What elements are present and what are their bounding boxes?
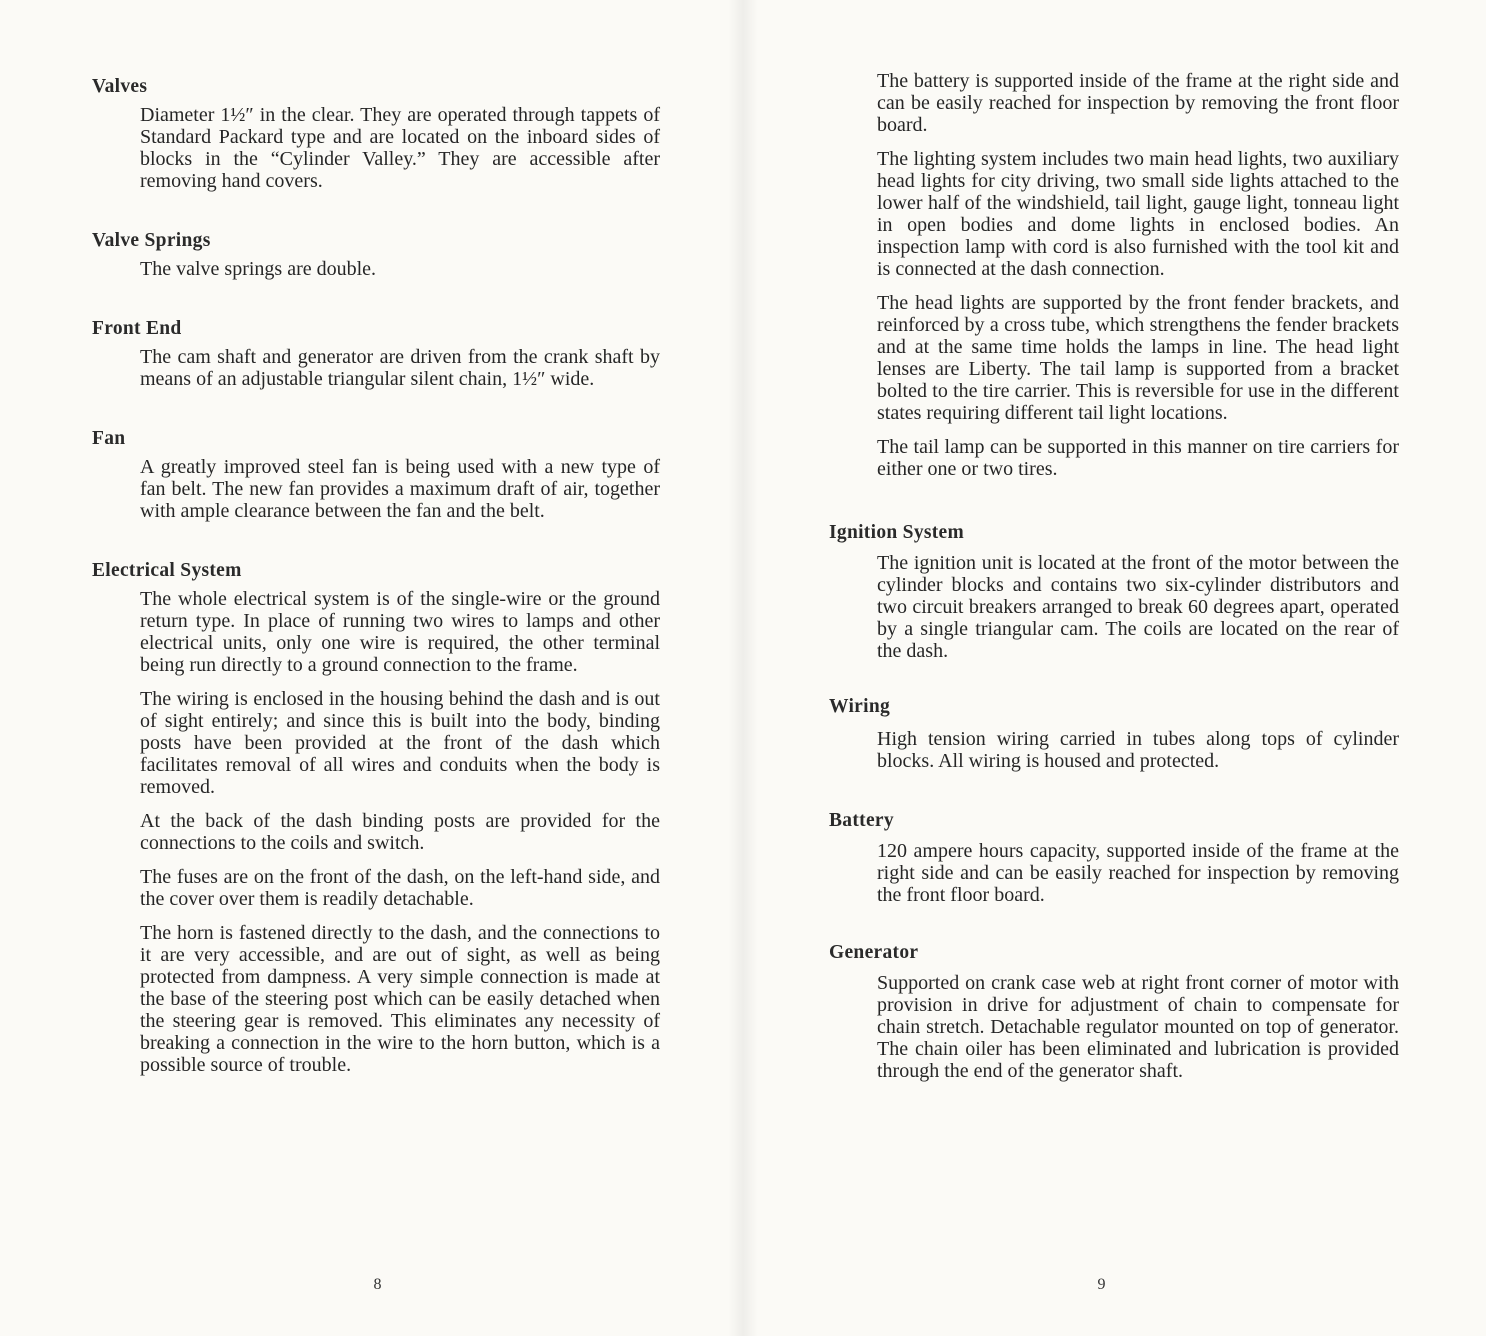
paragraph: The battery is supported inside of the frame at the right side and can be easily reached for inspection by removing the front floor board. [877,70,1399,136]
paragraph: The fuses are on the front of the dash, on the left-hand side, and the cover over them is readily detachable. [140,866,660,910]
section-heading-fan: Fan [92,428,126,449]
section-heading-front-end: Front End [92,318,182,339]
paragraph: The whole electrical system is of the single-wire or the ground return type. In place of running two wires to lamps and other electrical units, only one wire is required, the other terminal being run directly to a ground connection to the frame. [140,588,660,676]
paragraph: Supported on crank case web at right front corner of motor with provision in drive for adjustment of chain to compensate for chain stretch. Detachable regulator mounted on top of generator. The chain oiler has been eliminated and lubrication is provided through the end of the generator shaft. [877,972,1399,1082]
page-number: 8 [373,1276,382,1293]
paragraph: The wiring is enclosed in the housing behind the dash and is out of sight entirely; and since this is built into the body, binding posts have been provided at the front of the dash which facilitates removal of all wires and conduits when the body is removed. [140,688,660,798]
section-heading-valves: Valves [92,76,148,97]
paragraph: The horn is fastened directly to the dash, and the connections to it are very accessible, and are out of sight, as well as being protected from dampness. A very simple connection is made at the base of the steering post which can be easily detached when the steering gear is removed. This eliminates any necessity of breaking a connection in the wire to the horn button, which is a possible source of trouble. [140,922,660,1076]
right-page [743,0,1486,1336]
paragraph: High tension wiring carried in tubes along tops of cylinder blocks. All wiring is housed and protected. [877,728,1399,772]
section-heading-generator: Generator [829,942,919,963]
section-heading-valve-springs: Valve Springs [92,230,211,251]
paragraph: The lighting system includes two main head lights, two auxiliary head lights for city driving, two small side lights attached to the lower half of the windshield, tail light, gauge light, tonneau light in open bodies and dome lights in enclosed bodies. An inspection lamp with cord is also furnished with the tool kit and is connected at the dash connection. [877,148,1399,280]
paragraph: The head lights are supported by the front fender brackets, and reinforced by a cross tube, which strengthens the fender brackets and at the same time holds the lamps in line. The head light lenses are Liberty. The tail lamp is supported from a bracket bolted to the tire carrier. This is reversible for use in the different states requiring different tail light locations. [877,292,1399,424]
paragraph: Diameter 1½″ in the clear. They are operated through tappets of Standard Packard type and are located on the inboard sides of blocks in the “Cylinder Valley.” They are accessible after removing hand covers. [140,104,660,192]
paragraph: At the back of the dash binding posts are provided for the connections to the coils and switch. [140,810,660,854]
paragraph: The cam shaft and generator are driven from the crank shaft by means of an adjustable triangular silent chain, 1½″ wide. [140,346,660,390]
section-heading-wiring: Wiring [829,696,891,717]
section-heading-battery: Battery [829,810,894,831]
paragraph: The ignition unit is located at the front of the motor between the cylinder blocks and contains two six-cylinder distributors and two circuit breakers arranged to break 60 degrees apart, operated by a single triangular cam. The coils are located on the rear of the dash. [877,552,1399,662]
paragraph: 120 ampere hours capacity, supported inside of the frame at the right side and can be easily reached for inspection by removing the front floor board. [877,840,1399,906]
paragraph: The tail lamp can be supported in this manner on tire carriers for either one or two tires. [877,436,1399,480]
section-heading-ignition-system: Ignition System [829,522,965,543]
left-page-column [92,72,660,1076]
section-heading-electrical-system: Electrical System [92,560,242,581]
paragraph: The valve springs are double. [140,258,377,280]
page-number: 9 [1097,1276,1106,1293]
right-page-column [829,70,1399,1082]
paragraph: A greatly improved steel fan is being used with a new type of fan belt. The new fan provides a maximum draft of air, together with ample clearance between the fan and the belt. [140,456,660,522]
